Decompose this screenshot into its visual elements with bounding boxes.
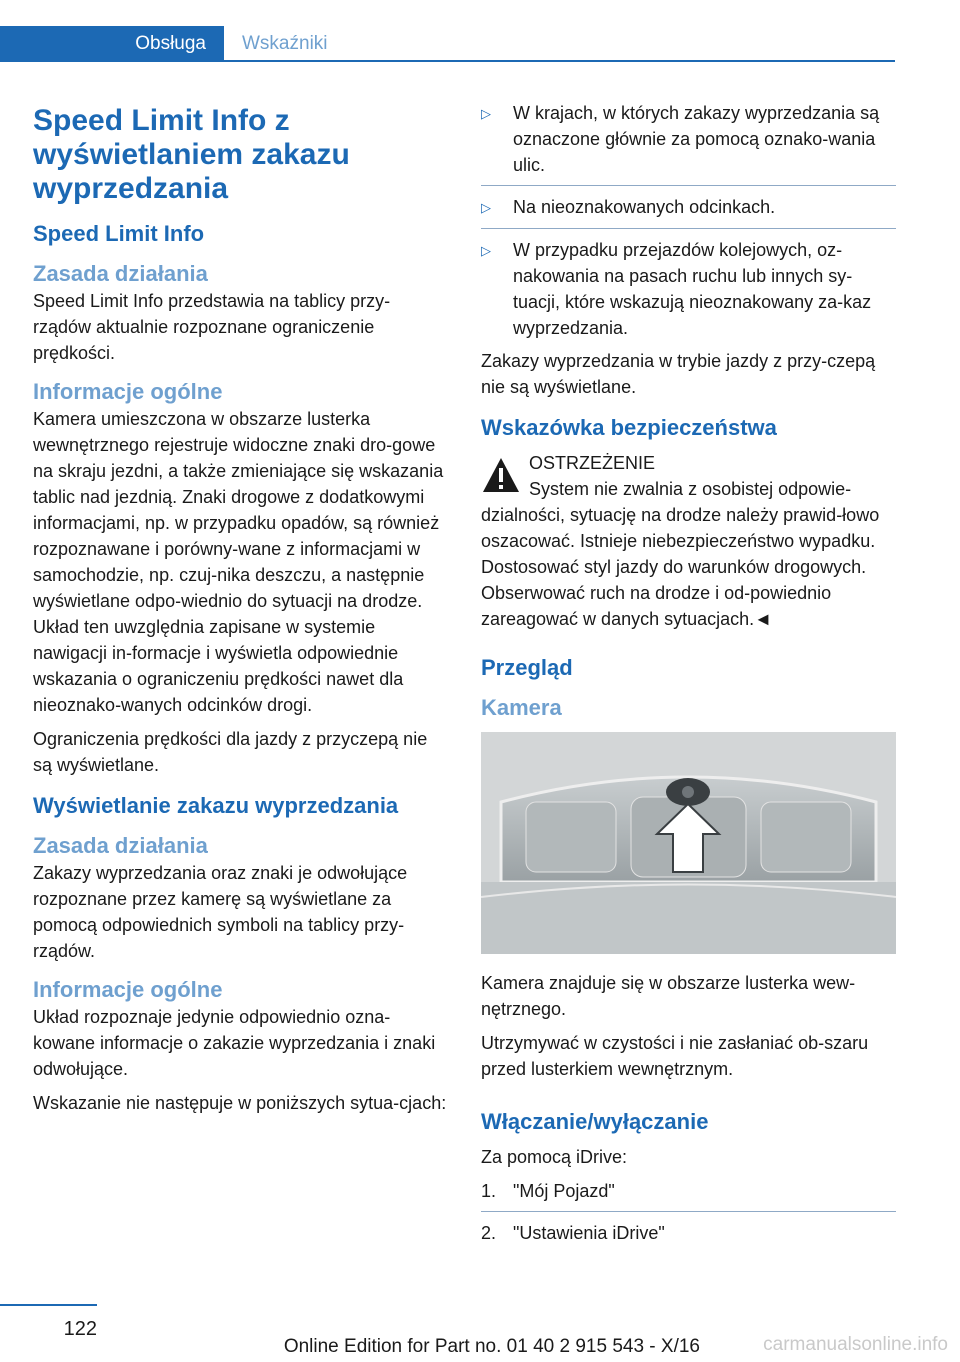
list-divider: [481, 1211, 896, 1212]
paragraph-principle-2: Zakazy wyprzedzania oraz znaki je odwołujące rozpoznane przez kamerę są wyświetlane za pomocą odpowiednich symboli na tablicy przy-rządów.: [33, 863, 408, 961]
triangle-right-icon: ▷: [481, 200, 491, 215]
list-item-text: W przypadku przejazdów kolejowych, oz-nakowania na pasach ruchu lub innych sy-tuacji, które wskazują nieoznakowany za-kaz wyprzedzania.: [513, 240, 872, 338]
subsection-principle-2: Zasada działania: [33, 833, 208, 858]
paragraph-idrive: Za pomocą iDrive:: [481, 1147, 628, 1167]
left-column: [33, 100, 448, 1124]
paragraph-trailer-overtake: Zakazy wyprzedzania w trybie jazdy z przy-czepą nie są wyświetlane.: [481, 351, 876, 397]
warning-text: System nie zwalnia z osobistej odpowie-dzialności, sytuację na drodze należy prawid-łowo oszacować. Istnieje niebezpieczeństwo wypadku. Dostosować styl jazdy do warunków drogowych. Obserwować ruch na drodze i od-powiednio zareagować w danych sytuacjach.◄: [481, 479, 880, 629]
tab-wskazniki[interactable]: Wskaźniki: [242, 33, 328, 54]
right-column: [481, 100, 896, 1253]
subsection-principle: Zasada działania: [33, 261, 208, 286]
section-speed-limit-info: Speed Limit Info: [33, 221, 205, 246]
warning-triangle-icon: [481, 456, 521, 494]
section-overview: Przegląd: [481, 655, 573, 680]
paragraph-camera-location: Kamera znajduje się w obszarze lusterka wew-nętrznego.: [481, 973, 856, 1019]
list-item-text: W krajach, w których zakazy wyprzedzania są oznaczone głównie za pomocą oznako-wania ulic.: [513, 103, 880, 175]
step-number: 2.: [481, 1223, 497, 1243]
paragraph-not-shown: Wskazanie nie następuje w poniższych sytua-cjach:: [33, 1093, 447, 1113]
step-text: "Mój Pojazd": [513, 1181, 615, 1201]
warning-block: [481, 450, 896, 632]
camera-illustration: [481, 732, 896, 954]
subsection-general-2: Informacje ogólne: [33, 977, 223, 1002]
triangle-right-icon: ▷: [481, 106, 491, 121]
list-divider: [481, 228, 896, 229]
step-number: 1.: [481, 1181, 497, 1201]
page-number: 122: [63, 1318, 97, 1340]
paragraph-trailer: Ograniczenia prędkości dla jazdy z przyczepą nie są wyświetlane.: [33, 729, 428, 775]
subsection-general: Informacje ogólne: [33, 379, 223, 404]
subsection-camera: Kamera: [481, 695, 562, 720]
paragraph-general: Kamera umieszczona w obszarze lusterka wewnętrznego rejestruje widoczne znaki dro-gowe na skraju jezdni, a także zmieniające się wskazania tablic nad jezdnią. Znaki drogowe z dodatkowymi informacjami, np. w przypadku opadów, są również rozpoznawane i porówny-wane z informacjami w samochodzie, np. czuj-nika deszczu, a następnie wyświetlane odpo-wiednio do sytuacji na drodze. Układ ten uwzględnia zapisane w systemie nawigacji in-formacje i wyświetla odpowiednie wskazania o ograniczeniu prędkości nawet dla nieoznako-wanych odcinków drogi.: [33, 409, 444, 715]
step-text: "Ustawienia iDrive": [513, 1223, 665, 1243]
section-overtaking: Wyświetlanie zakazu wyprzedzania: [33, 793, 399, 818]
list-item: [481, 194, 896, 221]
paragraph-general-2: Układ rozpoznaje jedynie odpowiednio ozna-kowane informacje o zakazie wyprzedzania i znaki odwołujące.: [33, 1007, 436, 1079]
list-divider: [481, 185, 896, 186]
list-item: [481, 100, 896, 178]
page-title: Speed Limit Info z wyświetlaniem zakazu wyprzedzania: [33, 104, 350, 205]
paragraph-clean: Utrzymywać w czystości i nie zasłaniać ob-szaru przed lusterkiem wewnętrznym.: [481, 1033, 869, 1079]
header-divider: [224, 60, 895, 62]
watermark: carmanualsonline.info: [763, 1334, 948, 1355]
list-item-text: Na nieoznakowanych odcinkach.: [513, 197, 776, 217]
section-safety: Wskazówka bezpieczeństwa: [481, 415, 777, 440]
paragraph-principle: Speed Limit Info przedstawia na tablicy przy-rządów aktualnie rozpoznane ograniczenie prędkości.: [33, 291, 391, 363]
edition-note: Online Edition for Part no. 01 40 2 915 543 - X/16: [283, 1336, 700, 1357]
header: [0, 26, 895, 62]
warning-title: OSTRZEŻENIE: [529, 453, 656, 473]
list-item: [481, 1220, 896, 1246]
section-on-off: Włączanie/wyłączanie: [481, 1109, 709, 1134]
list-item: [481, 1178, 896, 1204]
list-item: [481, 237, 896, 341]
footer-divider: [0, 1304, 97, 1306]
tab-obsluga[interactable]: Obsługa: [0, 26, 224, 62]
triangle-right-icon: ▷: [481, 243, 491, 258]
